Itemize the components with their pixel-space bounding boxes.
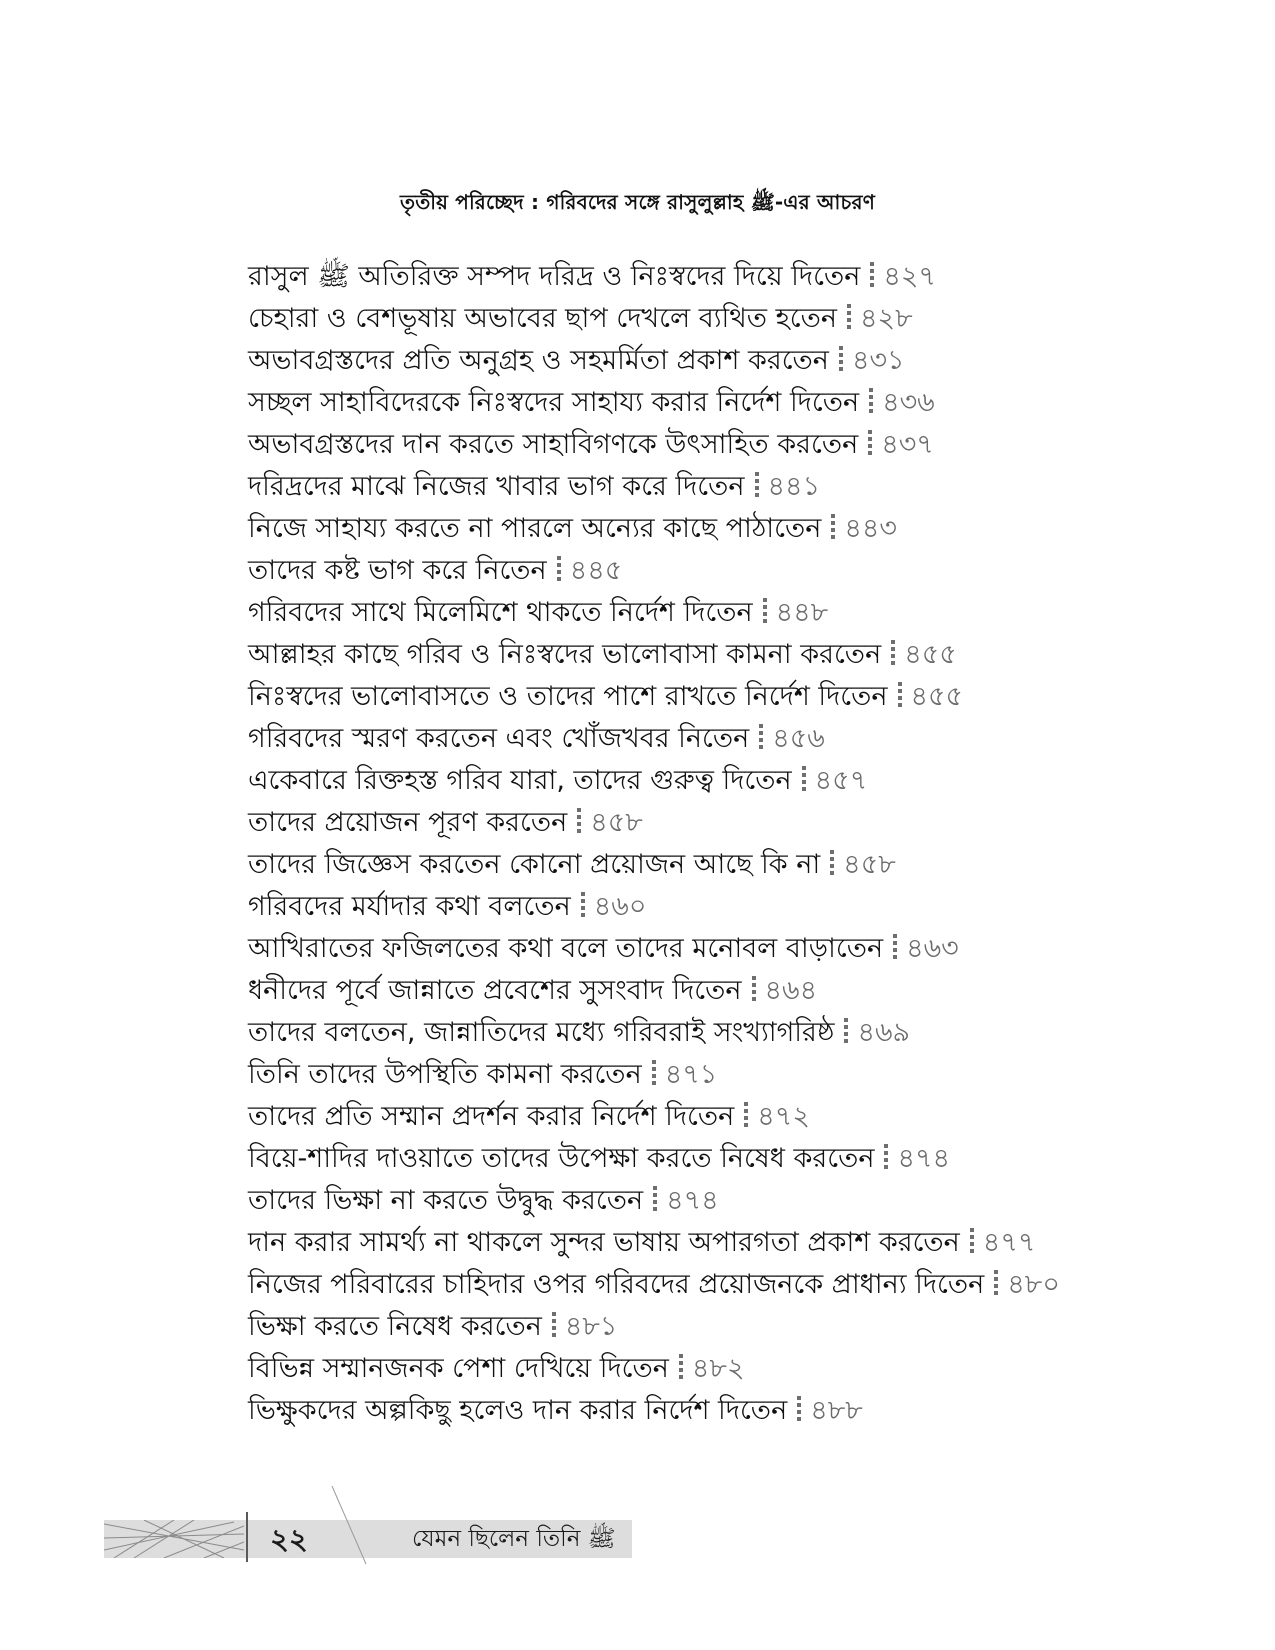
- dotted-separator-icon: [802, 766, 806, 794]
- dotted-separator-icon: [759, 724, 763, 752]
- toc-entry-title: অভাবগ্রস্তদের প্রতি অনুগ্রহ ও সহমর্মিতা প্রকাশ করতেন: [248, 345, 829, 376]
- toc-entry: [248, 424, 1060, 466]
- toc-entry-page: ৪৮২: [691, 1353, 745, 1384]
- toc-entry-title: দান করার সামর্থ্য না থাকলে সুন্দর ভাষায় অপারগতা প্রকাশ করতেন: [248, 1227, 960, 1258]
- toc-entry: [248, 256, 1060, 298]
- dotted-separator-icon: [679, 1354, 683, 1382]
- toc-entry-title: নিঃস্বদের ভালোবাসতে ও তাদের পাশে রাখতে নির্দেশ দিতেন: [248, 681, 888, 712]
- toc-entry-page: ৪৫৬: [772, 723, 825, 754]
- toc-entry-title: তাদের কষ্ট ভাগ করে নিতেন: [248, 555, 547, 586]
- toc-entry: [248, 844, 1060, 886]
- toc-entry: [248, 760, 1060, 802]
- toc-entry: [248, 928, 1060, 970]
- dotted-separator-icon: [884, 1144, 888, 1172]
- dotted-separator-icon: [893, 934, 897, 962]
- toc-entry-title: নিজে সাহায্য করতে না পারলে অন্যের কাছে পাঠাতেন: [248, 513, 822, 544]
- toc-entry-page: ৪৬৯: [857, 1017, 911, 1048]
- dotted-separator-icon: [970, 1228, 974, 1256]
- toc-entry-page: ৪৫৫: [910, 681, 964, 712]
- footer-diagonal-stroke: [330, 1486, 370, 1566]
- toc-entry-page: ৪৫৮: [843, 849, 896, 880]
- dotted-separator-icon: [797, 1396, 801, 1424]
- toc-entry-title: তাদের প্রতি সম্মান প্রদর্শন করার নির্দেশ দিতেন: [248, 1101, 735, 1132]
- dotted-separator-icon: [652, 1060, 656, 1088]
- dotted-separator-icon: [557, 556, 561, 584]
- toc-entry-page: ৪৪১: [767, 471, 821, 502]
- toc-entry-title: গরিবদের স্মরণ করতেন এবং খোঁজখবর নিতেন: [248, 723, 750, 754]
- toc-entry-page: ৪৩৭: [881, 429, 934, 460]
- dotted-separator-icon: [898, 682, 902, 710]
- footer-line-pattern: [104, 1520, 244, 1558]
- toc-entry: [248, 550, 1060, 592]
- toc-entry: [248, 1054, 1060, 1096]
- toc-entry: [248, 1390, 1060, 1432]
- toc-entry-page: ৪৫৮: [590, 807, 643, 838]
- toc-entry-title: চেহারা ও বেশভূষায় অভাবের ছাপ দেখলে ব্যথিত হতেন: [248, 303, 838, 334]
- toc-entry-title: তাদের বলতেন, জান্নাতিদের মধ্যে গরিবরাই সংখ্যাগরিষ্ঠ: [248, 1017, 835, 1048]
- toc-entry-page: ৪৪৮: [775, 597, 829, 628]
- toc-entry: [248, 592, 1060, 634]
- toc-entry-title: বিয়ে-শাদির দাওয়াতে তাদের উপেক্ষা করতে নিষেধ করতেন: [248, 1143, 875, 1174]
- toc-entry: [248, 1138, 1060, 1180]
- contents-list: [248, 256, 1060, 1432]
- toc-entry-page: ৪৭৪: [897, 1143, 951, 1174]
- dotted-separator-icon: [831, 514, 835, 542]
- toc-entry: [248, 970, 1060, 1012]
- toc-entry-page: ৪৮৮: [810, 1395, 863, 1426]
- toc-entry-title: সচ্ছল সাহাবিদেরকে নিঃস্বদের সাহায্য করার নির্দেশ দিতেন: [248, 387, 860, 418]
- toc-entry: [248, 1306, 1060, 1348]
- toc-entry: [248, 676, 1060, 718]
- dotted-separator-icon: [744, 1102, 748, 1130]
- toc-entry-page: ৪২৮: [860, 303, 913, 334]
- toc-entry-title: ধনীদের পূর্বে জান্নাতে প্রবেশের সুসংবাদ দিতেন: [248, 975, 742, 1006]
- toc-entry: [248, 1348, 1060, 1390]
- dotted-separator-icon: [891, 640, 895, 668]
- toc-entry-page: ৪৪৫: [569, 555, 623, 586]
- toc-entry-page: ৪৭১: [664, 1059, 718, 1090]
- toc-entry: [248, 1096, 1060, 1138]
- toc-entry: [248, 634, 1060, 676]
- toc-entry-title: তাদের ভিক্ষা না করতে উদ্বুদ্ধ করতেন: [248, 1185, 644, 1216]
- toc-entry-page: ৪৩১: [851, 345, 905, 376]
- toc-entry-page: ৪৭২: [757, 1101, 810, 1132]
- toc-entry-page: ৪৬৪: [764, 975, 818, 1006]
- dotted-separator-icon: [868, 430, 872, 458]
- chapter-title: তৃতীয় পরিচ্ছেদ : গরিবদের সঙ্গে রাসুলুল্লাহ ﷺ-এর আচরণ: [399, 190, 876, 214]
- toc-entry-page: ৪৫৭: [814, 765, 868, 796]
- dotted-separator-icon: [552, 1312, 556, 1340]
- toc-entry-title: বিভিন্ন সম্মানজনক পেশা দেখিয়ে দিতেন: [248, 1353, 669, 1384]
- toc-entry-page: ৪৪৩: [844, 513, 897, 544]
- toc-entry-title: গরিবদের সাথে মিলেমিশে থাকতে নির্দেশ দিতেন: [248, 597, 753, 628]
- toc-entry: [248, 1180, 1060, 1222]
- toc-entry: [248, 340, 1060, 382]
- dotted-separator-icon: [844, 1018, 848, 1046]
- dotted-separator-icon: [653, 1186, 657, 1214]
- toc-entry-page: ৪৭৭: [982, 1227, 1036, 1258]
- dotted-separator-icon: [847, 304, 851, 332]
- dotted-separator-icon: [994, 1270, 998, 1298]
- toc-entry-title: তাদের জিজ্ঞেস করতেন কোনো প্রয়োজন আছে কি না: [248, 849, 821, 880]
- toc-entry-page: ৪৬০: [593, 891, 647, 922]
- toc-entry: [248, 298, 1060, 340]
- toc-entry: [248, 1012, 1060, 1054]
- toc-entry-page: ৪৬৩: [906, 933, 959, 964]
- dotted-separator-icon: [870, 262, 874, 290]
- toc-entry-title: একেবারে রিক্তহস্ত গরিব যারা, তাদের গুরুত্ব দিতেন: [248, 765, 792, 796]
- toc-entry: [248, 802, 1060, 844]
- toc-entry-title: ভিক্ষা করতে নিষেধ করতেন: [248, 1311, 542, 1342]
- dotted-separator-icon: [763, 598, 767, 626]
- toc-entry: [248, 886, 1060, 928]
- dotted-separator-icon: [755, 472, 759, 500]
- page-number: ২২: [270, 1522, 308, 1556]
- dotted-separator-icon: [752, 976, 756, 1004]
- toc-entry-title: তিনি তাদের উপস্থিতি কামনা করতেন: [248, 1059, 642, 1090]
- toc-entry-page: ৪৮০: [1007, 1269, 1060, 1300]
- toc-entry-page: ৪৭৪: [666, 1185, 719, 1216]
- toc-entry-title: অভাবগ্রস্তদের দান করতে সাহাবিগণকে উৎসাহিত করতেন: [248, 429, 859, 460]
- book-title: যেমন ছিলেন তিনি ﷺ: [412, 1526, 616, 1552]
- toc-entry-page: ৪৩৬: [882, 387, 935, 418]
- toc-entry-title: আল্লাহর কাছে গরিব ও নিঃস্বদের ভালোবাসা কামনা করতেন: [248, 639, 882, 670]
- toc-entry: [248, 1222, 1060, 1264]
- dotted-separator-icon: [839, 346, 843, 374]
- footer-divider: [246, 1512, 248, 1562]
- toc-entry: [248, 508, 1060, 550]
- toc-entry-title: তাদের প্রয়োজন পূরণ করতেন: [248, 807, 568, 838]
- toc-entry: [248, 466, 1060, 508]
- toc-entry-page: ৪২৭: [883, 261, 936, 292]
- toc-entry-title: ভিক্ষুকদের অল্পকিছু হলেও দান করার নির্দেশ দিতেন: [248, 1395, 788, 1426]
- dotted-separator-icon: [577, 808, 581, 836]
- toc-entry: [248, 1264, 1060, 1306]
- toc-entry-title: নিজের পরিবারের চাহিদার ওপর গরিবদের প্রয়োজনকে প্রাধান্য দিতেন: [248, 1269, 985, 1300]
- dotted-separator-icon: [830, 850, 834, 878]
- toc-entry-title: রাসুল ﷺ অতিরিক্ত সম্পদ দরিদ্র ও নিঃস্বদের দিয়ে দিতেন: [248, 261, 861, 292]
- toc-entry-title: আখিরাতের ফজিলতের কথা বলে তাদের মনোবল বাড়াতেন: [248, 933, 884, 964]
- toc-entry: [248, 718, 1060, 760]
- toc-entry-title: গরিবদের মর্যাদার কথা বলতেন: [248, 891, 571, 922]
- toc-entry: [248, 382, 1060, 424]
- toc-entry-title: দরিদ্রদের মাঝে নিজের খাবার ভাগ করে দিতেন: [248, 471, 745, 502]
- dotted-separator-icon: [869, 388, 873, 416]
- dotted-separator-icon: [581, 892, 585, 920]
- toc-entry-page: ৪৮১: [564, 1311, 618, 1342]
- toc-entry-page: ৪৫৫: [904, 639, 957, 670]
